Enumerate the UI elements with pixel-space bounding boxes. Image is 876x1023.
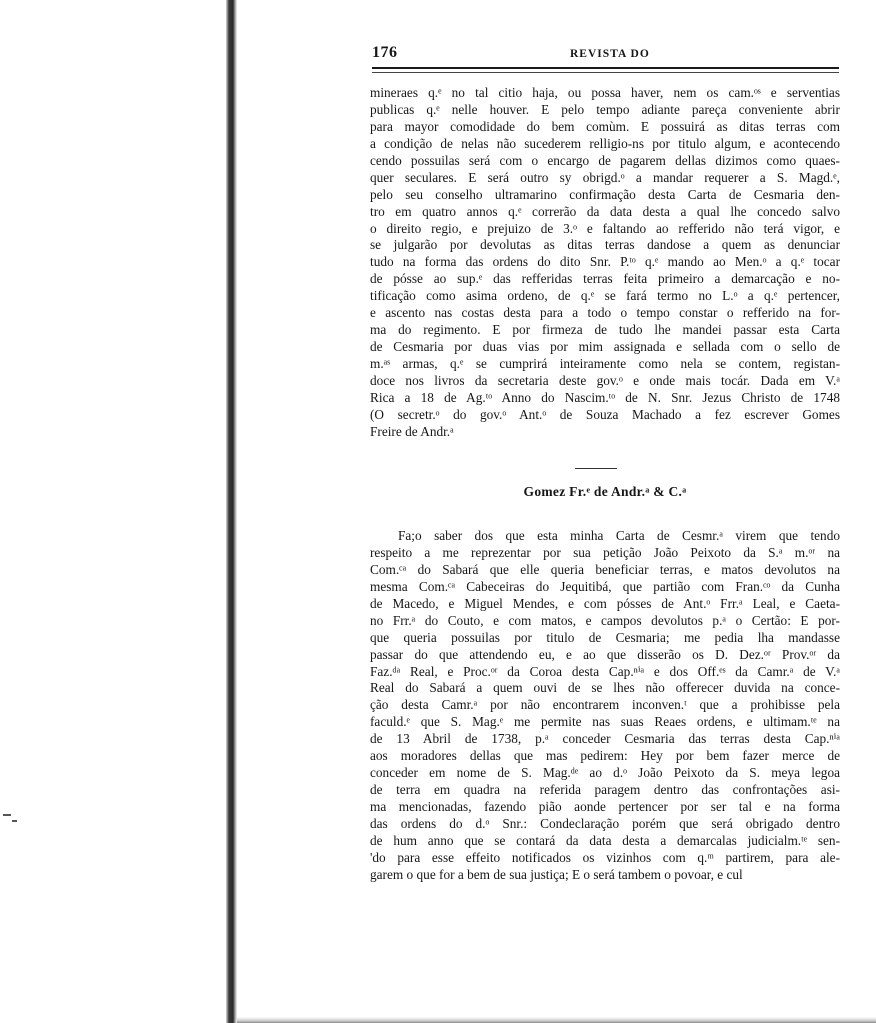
text-line: 'do para esse effeito notificados os vizinhos com q.ᵐ partirem, para ale- [370,849,840,865]
text-line: a condição de nelas não sucederem relligio-ns por titulo algum, e acontecendo [370,135,840,151]
page-number: 176 [372,44,398,61]
section-separator [575,468,617,469]
text-line: se julgarão por devolutas as ditas terras dandose a quem as denunciar [370,237,840,253]
text-line: tudo na forma das ordens do dito Snr. P.ᵗᵒ q.ᵉ mando ao Men.ᵒ a q.ᵉ tocar [370,254,840,270]
document-text-block-2 [370,528,840,884]
text-line: cendo possuilas será com o encargo de pagarem dellas dizimos como quaes- [370,152,840,168]
text-line: Com.ᶜᵃ do Sabará que elle queria beneficiar terras, e matos devolutos na [370,561,840,577]
text-line: garem o que for a bem de sua justiça; E o será tambem o povoar, e cul [370,866,743,882]
text-line: de Cesmaria por duas vias por mim assignada e sellada com o sello de [370,339,840,355]
text-line: ma do regimento. E por firmeza de tudo lhe mandei passar esta Carta [370,322,840,338]
left-page-margin [0,0,227,1023]
text-line: de 13 Abril de 1738, p.ᵃ conceder Cesmaria das terras desta Cap.ⁿⁱᵃ [370,731,840,747]
text-line: que queria possuilas por titulo de Cesmaria; me pedia lha mandasse [370,629,840,645]
ink-speck [12,820,17,822]
text-line: e ascento nas costas desta para a todo o tempo constar o refferido na for- [370,305,840,321]
text-line: m.ᵃˢ armas, q.ᵉ se cumprirá inteiramente como nela se contem, registan- [370,356,840,371]
text-line: ma mencionadas, fazendo pião aonde pertencer por ser tal e na forma [370,799,840,814]
text-line: respeito a me reprezentar por sua petição João Peixoto da S.ᵃ m.ᵒʳ na [370,544,840,560]
page-header [372,44,842,66]
text-line: Rica a 18 de Ag.ᵗᵒ Anno do Nascim.ᵗᵒ de N. Snr. Jezus Christo de 1748 [370,389,840,405]
text-line: tificação como asima ordeno, de q.ᵉ se fará termo no L.ᵒ a q.ᵉ pertencer, [370,288,840,304]
text-line: tro em quatro annos q.ᵉ correrão da data desta a qual lhe concedo salvo [370,203,840,219]
ink-speck [3,814,11,816]
text-line: conceder em nome de S. Mag.ᵈᵉ ao d.ᵒ João Peixoto da S. meya legoa [370,765,840,781]
text-line: Fa;o saber dos que esta minha Carta de Cesmr.ᵃ virem que tendo [398,528,840,543]
text-line: doce nos livros da secretaria deste gov.ᵒ e onde mais tocár. Dada em V.ᵃ [370,372,840,388]
page-bottom-edge [237,1017,876,1023]
text-line: de hum anno que se contará da data desta a demarcalas judicialm.ᵗᵉ sen- [370,832,840,848]
text-line: quer seculares. E será outro sy obrigd.ᵒ a mandar requerer a S. Magd.ᵉ, [370,169,840,185]
text-line: de pósse ao sup.ᵉ das refferidas terras feita primeiro a demarcação e no- [370,271,840,287]
text-line: das ordens do d.ᵒ Snr.: Condeclaração porém que será obrigado dentro [370,815,840,831]
text-line: Faz.ᵈᵃ Real, e Proc.ᵒʳ da Coroa desta Cap.ⁿⁱᵃ e dos Off.ᵉˢ da Camr.ᵃ de V.ᵃ [370,663,840,679]
text-line: faculd.ᵉ que S. Mag.ᵉ me permite nas suas Reaes ordens, e ultimam.ᵗᵉ na [370,714,840,730]
text-line: no Frr.ᵃ do Couto, e com matos, e campos devolutos p.ᵃ o Certão: E por- [370,612,840,628]
text-line: passar do que attendendo eu, e ao que disserão os D. Dez.ᵒʳ Prov.ᵒʳ da [370,646,840,662]
text-line: mineraes q.ᵉ no tal citio haja, ou possa haver, nem os cam.ᵒˢ e serventias [370,85,840,100]
text-line: ção desta Camr.ᵃ por não encontrarem inconven.ᵗ que a prohibisse pela [370,697,840,713]
book-gutter [226,0,237,1023]
text-line: o direito regio, e prejuizo de 3.ᵒ e faltando ao refferido não terá vigor, e [370,220,840,236]
text-line: mesma Com.ᶜᵃ Cabeceiras do Jequitibá, que partião com Fran.ᶜᵒ da Cunha [370,578,840,594]
text-line: de Macedo, e Miguel Mendes, e com pósses de Ant.ᵒ Frr.ᵃ Leal, e Caeta- [370,595,840,611]
text-line: Freire de Andr.ᵃ [370,423,454,439]
text-line: (O secretr.ᵒ do gov.ᵒ Ant.ᵒ de Souza Machado a fez escrever Gomes [370,406,840,422]
signature-heading: Gomez Fr.ᵉ de Andr.ᵃ & C.ᵃ [523,484,687,499]
text-line: pelo seu conselho ultramarino confirmação desta Carta de Cesmaria den- [370,186,840,202]
running-title: REVISTA DO [570,48,650,60]
text-line: para mayor comodidade do bem comùm. E possuirá as ditas terras com [370,118,840,134]
text-line: publicas q.ᵉ nelle houver. E pelo tempo adiante pareça conveniente abrir [370,101,840,117]
document-text-block-1 [370,85,840,441]
header-rule [372,67,839,73]
text-line: Real do Sabará a quem ouvi de se lhes não offerecer duvida na conce- [370,680,840,696]
text-line: de terra em quadra na referida paragem dentro das confrontações asi- [370,782,840,798]
text-line: aos moradores dellas que mas pedirem: Hey por bem fazer merce de [370,748,840,764]
